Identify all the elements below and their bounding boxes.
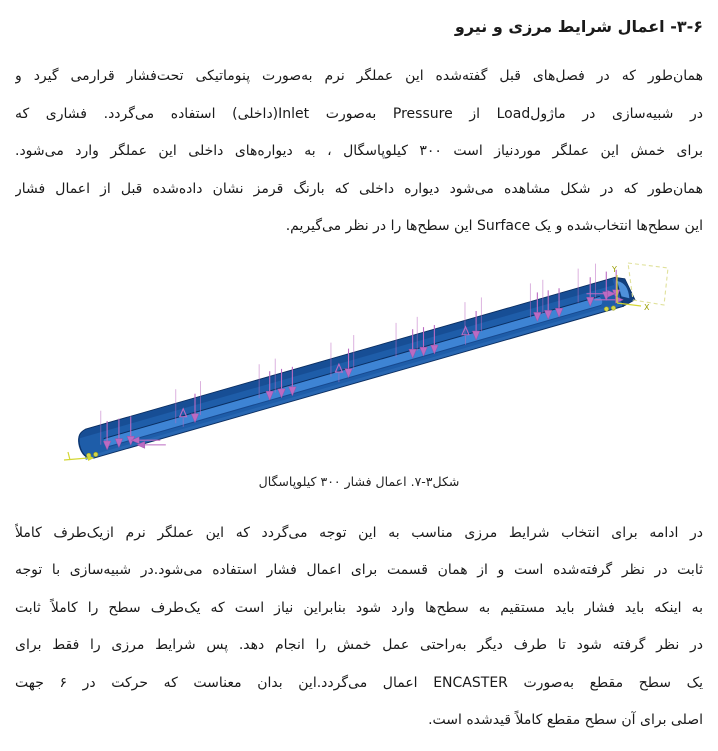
text-line: این سطح‌ها انتخاب‌شده و یک Surface این سطح‌ها را در نظر می‌گیریم. <box>285 218 703 234</box>
text-line: یک سطح مقطع به‌صورت ENCASTER اعمال می‌گردد.این بدان معناست که حرکت در ۶ جهت <box>15 674 703 691</box>
paragraph-1 <box>15 58 703 246</box>
text-line: همان‌طور که در شکل مشاهده می‌شود دیواره داخلی که بارنگ قرمز نشان داده‌شده قبل از اعمال فشار <box>15 180 703 197</box>
beam-model <box>70 255 639 467</box>
axis-x-label: X <box>644 302 650 312</box>
fem-model-image <box>0 254 718 468</box>
text-line: برای خمش این عملگر موردنیاز است ۳۰۰ کیلوپاسگال ، به دیواره‌های داخلی این عملگر وارد می‌شود. <box>15 143 703 159</box>
text-line: در شبیه‌سازی در ماژولLoad از Pressure به‌صورت Inlet(داخلی) استفاده می‌گردد. فشاری که <box>15 105 703 122</box>
text-line: اصلی برای آن سطح مقطع کاملاً قیدشده است. <box>428 712 703 728</box>
text-line: ثابت در نظر گرفته‌شده است و از همان قسمت برای اعمال فشار استفاده می‌شود.در شبیه‌سازی با توجه <box>15 562 703 578</box>
paragraph-2 <box>15 515 703 740</box>
axis-y-label: Y <box>612 264 617 274</box>
inner-channel <box>103 296 603 447</box>
text-line: به اینکه باید فشار باید مستقیم به سطح‌ها وارد شود بنابراین نیاز است که یک‌طرف سطح را کاملاً ثابت <box>15 599 703 616</box>
text-line: در ادامه برای انتخاب شرایط مرزی مناسب به این توجه می‌گردد که این عملگر نرم ازیک‌طرف کاملاً <box>15 524 703 541</box>
figure-caption: شکل۳-۷. اعمال فشار ۳۰۰ کیلوپاسگال <box>258 473 460 489</box>
section-heading: ۳-۶- اعمال شرایط مرزی و نیرو <box>454 17 703 36</box>
figure-3-7 <box>0 254 718 468</box>
text-line: در نظر گرفته شود تا طرف دیگر به‌راحتی عمل خمش را انجام دهد. پس شرایط مرزی را فقط برای <box>15 637 703 653</box>
text-line: همان‌طور که در فصل‌های قبل گفته‌شده این عملگر نرم به‌صورت پنوماتیکی تحت‌فشار قرارمی گیرد و <box>15 68 703 84</box>
